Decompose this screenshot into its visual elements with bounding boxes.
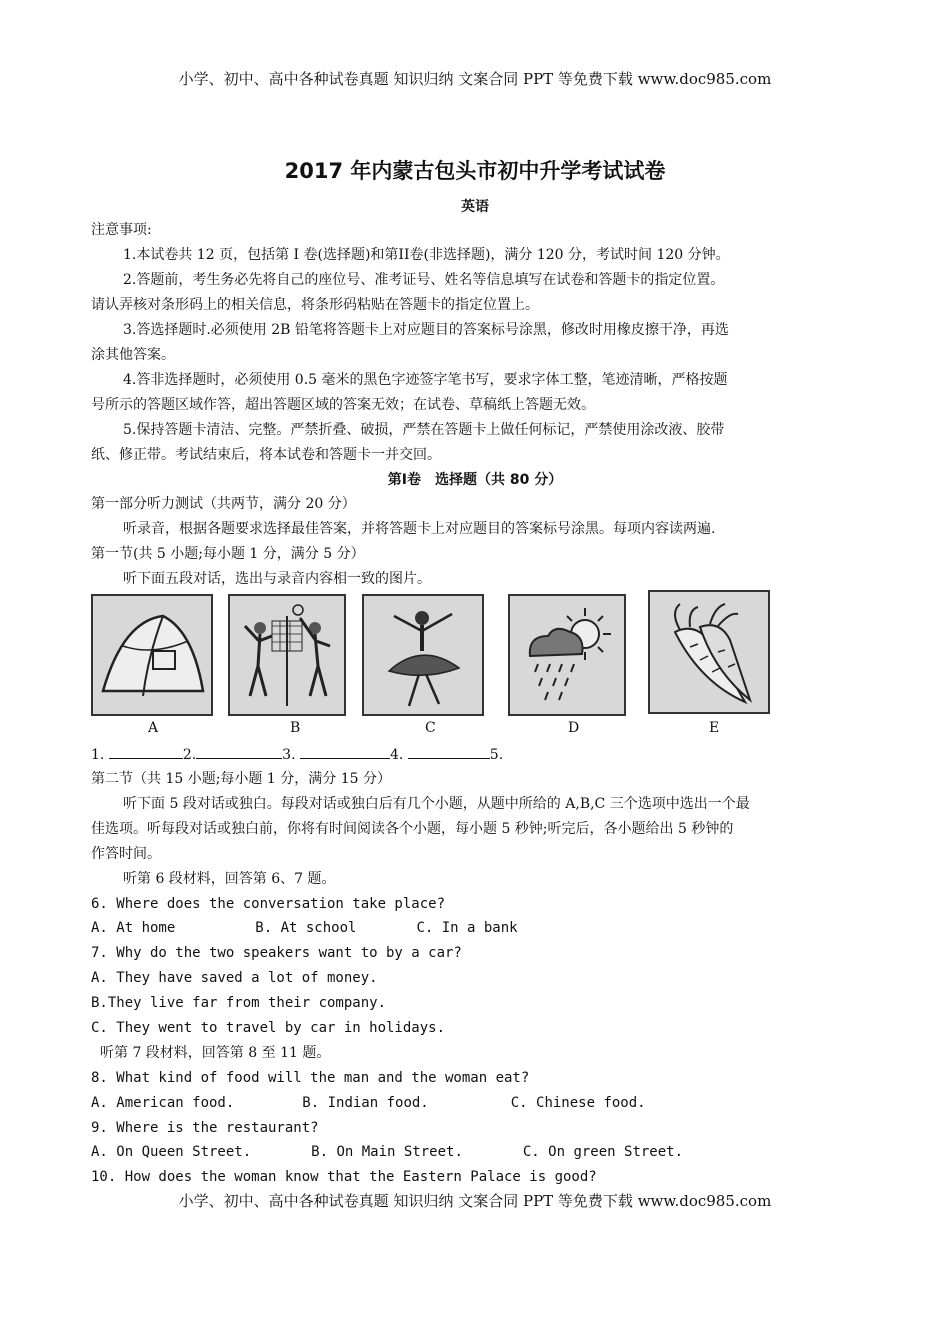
question-8-options [91,1093,646,1113]
blank-number: 1. [91,747,105,763]
picture-label: E [709,720,720,736]
option-b: B. Indian food. [302,1095,429,1111]
question-7-option-c: C. They went to travel by car in holidays. [91,1020,446,1036]
option-a: A. On Queen Street. [91,1144,252,1160]
notice-item-2: 2.答题前，考生务必先将自己的座位号、准考证号、姓名等信息填写在试卷和答题卡的指定位置。 [123,272,725,288]
notice-item-3: 3.答选择题时.必须使用 2B 铅笔将答题卡上对应题目的答案标号涂黑，修改时用橡皮擦干净，再选 [123,322,729,338]
question-9: 9. Where is the restaurant? [91,1120,319,1136]
blank-number: 5. [489,747,504,763]
picture-volleyball [228,594,346,716]
picture-tent [91,594,213,716]
picture-label: C [425,720,436,736]
question-7-option-b: B.They live far from their company. [91,995,387,1011]
answer-blank[interactable] [300,744,390,759]
notice-heading: 注意事项: [91,222,152,238]
answer-blank[interactable] [196,744,282,759]
subsection-2-instruction-cont: 作答时间。 [91,846,161,862]
page-header: 小学、初中、高中各种试卷真题 知识归纳 文案合同 PPT 等免费下载 www.doc985.com [178,70,772,88]
subsection-2-instruction: 听下面 5 段对话或独白。每段对话或独白后有几个小题，从题中所给的 A,B,C 三个选项中选出一个最 [123,796,750,812]
subsection-1-title: 第一节(共 5 小题;每小题 1 分，满分 5 分） [91,546,365,562]
question-7-option-a: A. They have saved a lot of money. [91,970,378,986]
question-6: 6. Where does the conversation take place? [91,896,446,912]
option-c: C. In a bank [416,920,518,936]
option-a: A. American food. [91,1095,235,1111]
notice-item-4-cont: 号所示的答题区域作答，超出答题区域的答案无效；在试卷、草稿纸上答题无效。 [91,397,595,413]
notice-item-1: 1.本试卷共 12 页，包括第 I 卷(选择题)和第II卷(非选择题)，满分 120 分，考试时间 120 分钟。 [123,247,730,263]
picture-carrots [648,590,770,714]
blank-number: 4. [389,747,404,763]
section-title: 第一部分听力测试（共两节，满分 20 分） [91,496,356,512]
notice-item-3-cont: 涂其他答案。 [91,347,175,363]
answer-blank[interactable] [408,744,490,759]
question-7: 7. Why do the two speakers want to by a car? [91,945,462,961]
option-c: C. Chinese food. [510,1095,646,1111]
material-7-heading: 听第 7 段材料，回答第 8 至 11 题。 [100,1045,331,1061]
question-10: 10. How does the woman know that the Eastern Palace is good? [91,1169,597,1185]
part-heading: 第Ⅰ卷 选择题（共 80 分） [387,472,563,488]
picture-label: A [148,720,159,736]
notice-item-5: 5.保持答题卡清洁、完整。严禁折叠、破损，严禁在答题卡上做任何标记，严禁使用涂改液、胶带 [123,422,725,438]
notice-item-2-cont: 请认弄核对条形码上的相关信息，将条形码粘贴在答题卡的指定位置上。 [91,297,539,313]
question-9-options [91,1142,683,1162]
answer-blanks-row [91,744,503,765]
section-instruction: 听录音，根据各题要求选择最佳答案，并将答题卡上对应题目的答案标号涂黑。每项内容读两遍. [123,521,716,537]
option-b: B. On Main Street. [311,1144,463,1160]
exam-title: 2017 年内蒙古包头市初中升学考试试卷 [284,159,666,183]
notice-item-4: 4.答非选择题时，必须使用 0.5 毫米的黑色字迹签字笔书写，要求字体工整，笔迹清晰，严格按题 [123,372,728,388]
notice-item-5-cont: 纸、修正带。考试结束后，将本试卷和答题卡一并交回。 [91,447,441,463]
question-8: 8. What kind of food will the man and the woman eat? [91,1070,530,1086]
subsection-2-title: 第二节（共 15 小题;每小题 1 分，满分 15 分） [91,771,391,787]
subsection-2-instruction-cont: 佳选项。听每段对话或独白前，你将有时间阅读各个小题，每小题 5 秒钟;听完后，各小题给出 5 秒钟的 [91,821,734,837]
blank-number: 2. [182,747,197,763]
blank-number: 3. [282,747,296,763]
question-6-options [91,918,518,938]
picture-label: B [290,720,301,736]
picture-label: D [568,720,580,736]
option-a: A. At home [91,920,176,936]
option-c: C. On green Street. [522,1144,684,1160]
page-footer: 小学、初中、高中各种试卷真题 知识归纳 文案合同 PPT 等免费下载 www.doc985.com [178,1192,772,1210]
subject-title: 英语 [461,199,489,215]
option-b: B. At school [255,920,357,936]
material-6-heading: 听第 6 段材料，回答第 6、7 题。 [123,871,336,887]
subsection-1-instruction: 听下面五段对话，选出与录音内容相一致的图片。 [123,571,431,587]
picture-ballet-dancer [362,594,484,716]
answer-blank[interactable] [109,744,183,759]
picture-weather [508,594,626,716]
